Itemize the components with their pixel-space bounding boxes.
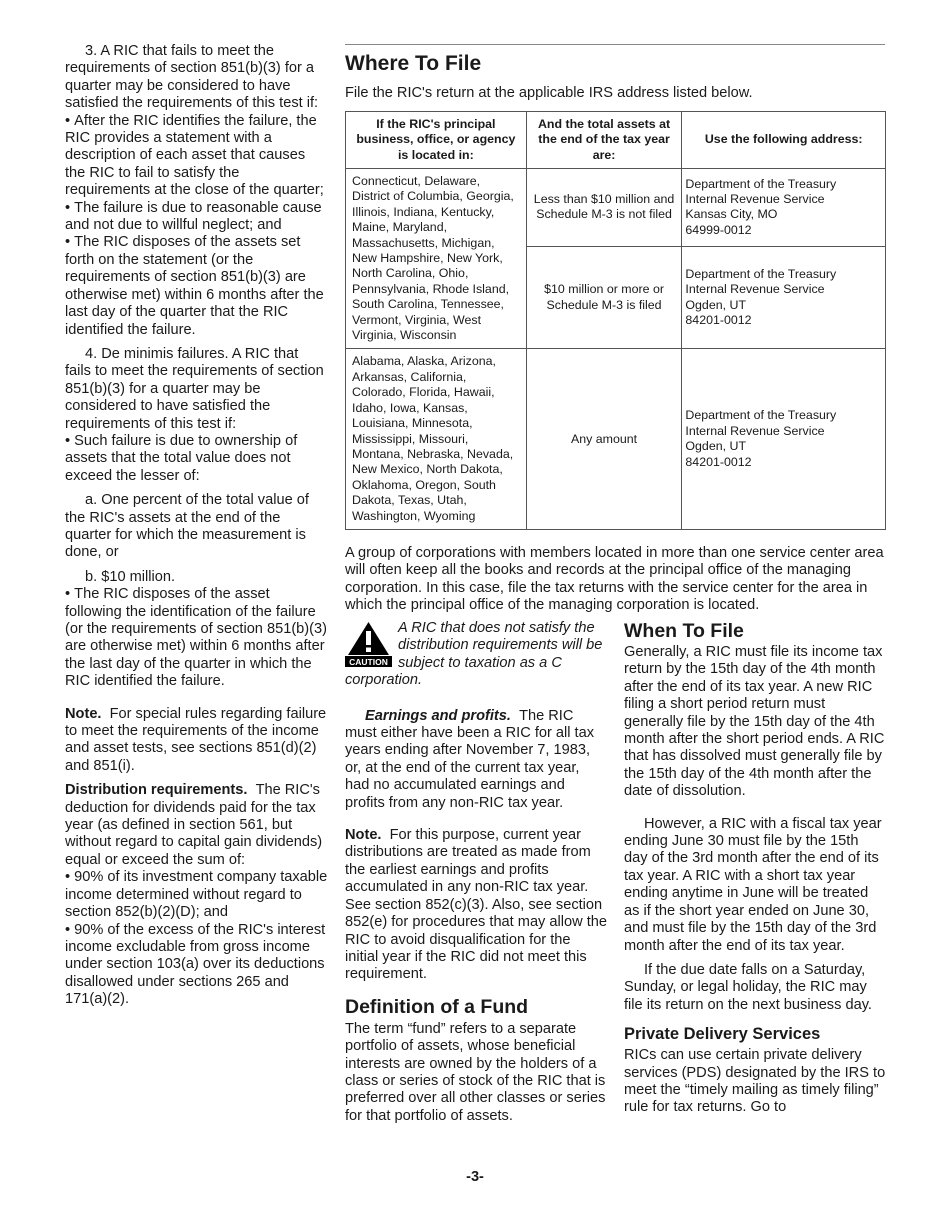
address-line: Internal Revenue Service (685, 282, 825, 297)
left-column (65, 43, 328, 1009)
caution-icon (345, 621, 392, 667)
right-column (624, 620, 886, 1117)
paragraph: b. $10 million. (85, 568, 176, 585)
section-rule (345, 44, 885, 45)
address-line: Department of the Treasury (685, 408, 837, 423)
caution-note (345, 620, 607, 690)
note-label: Note. (65, 705, 102, 722)
fund-heading: Definition of a Fund (345, 995, 529, 1018)
distribution-paragraph (65, 782, 328, 869)
bullet-item: • After the RIC identifies the failure, the RIC provides a statement with a description of each asset that causes the RIC to fail to satisfy the requirements at the close of the quarter; (65, 113, 328, 200)
note-paragraph (345, 827, 607, 984)
address-line: Internal Revenue Service (685, 423, 825, 438)
bullet-item: • 90% of its investment company taxable income determined without regard to section 852(b)(2)(D); and (65, 869, 328, 921)
table-row (346, 349, 886, 529)
address-line: Department of the Treasury (685, 266, 837, 281)
middle-column (345, 620, 607, 1125)
assets-cell: $10 million or more or Schedule M-3 is filed (526, 246, 682, 349)
paragraph: Generally, a RIC must file its income tax return by the 15th day of the 4th month after the end of its tax year. A new RIC filing a short period return must generally file by the 15th day of the 4th month after the short period ends. A RIC that has dissolved must generally file by the 15th day of the 4th month after the date of dissolution. (624, 644, 885, 800)
caution-text: A RIC that does not satisfy the distribution requirements will be subject to taxation as a C corporation. (345, 620, 603, 689)
address-line: Kansas City, MO (685, 207, 778, 222)
paragraph: a. One percent of the total value of the RIC's assets at the end of the quarter for which the measurement is done, or (65, 492, 309, 561)
address-cell (682, 246, 886, 349)
address-cell (682, 169, 886, 247)
note-label: Note. (345, 827, 382, 844)
bullet-item: • 90% of the excess of the RIC's interest income excludable from gross income under section 103(a) over its deductions disallowed under sections 265 and 171(a)(2). (65, 922, 328, 1009)
bullet-item: • The RIC disposes of the assets set forth on the statement (or the requirements of section 851(b)(3) are otherwise met) within 6 months after the last day of the quarter that the RIC identified the failure. (65, 234, 328, 338)
table-header: If the RIC's principal business, office, or agency is located in: (346, 112, 527, 169)
states-cell: Alabama, Alaska, Arizona, Arkansas, California, Colorado, Florida, Hawaii, Idaho, Iowa, Kansas, Louisiana, Minnesota, Mississippi, Missouri, Montana, Nebraska, Nevada, New Mexico, North Dakota, Oklahoma, Oregon, South Dakota, Texas, Utah, Washington, Wyoming (346, 349, 527, 529)
pds-heading: Private Delivery Services (624, 1025, 821, 1044)
bullet-item: • The RIC disposes of the asset following the identification of the failure (or the requirements of section 851(b)(3) are otherwise met) within 6 months after the last day of the quarter in which the RIC identified the failure. (65, 586, 328, 690)
paragraph: However, a RIC with a fiscal tax year ending June 30 must file by the 15th day of the 3rd month after the end of its tax year. A RIC with a short tax year ending anytime in June will be treated as if the short year ended on June 30, and must file by the 15th day of the 3rd month after the end of its tax year. (624, 815, 882, 954)
filing-address-table (345, 111, 886, 530)
earnings-text: The RIC must either have been a RIC for all tax years ending after November 7, 1983, or, at the end of the current tax year, had no accumulated earnings and profits from any non-RIC tax year. (345, 707, 595, 811)
address-line: 84201-0012 (685, 454, 752, 469)
bullet-item: • The failure is due to reasonable cause and not due to willful neglect; and (65, 200, 328, 235)
paragraph: 3. A RIC that fails to meet the requirements of section 851(b)(3) for a quarter may be considered to have satisfied the requirements of this test if: (65, 43, 319, 112)
earnings-paragraph (345, 708, 607, 812)
page-number: -3- (466, 1169, 484, 1185)
group-corporations-paragraph: A group of corporations with members located in more than one service center area will often keep all the books and records at the principal office of the managing corporation. In this case, file the tax returns with the service center for the area in which the principal office of the managing corporation is located. (345, 545, 884, 614)
distribution-label: Distribution requirements. (65, 782, 248, 799)
table-header-row (346, 112, 886, 169)
paragraph: If the due date falls on a Saturday, Sunday, or legal holiday, the RIC may file its return on the next business day. (624, 961, 872, 1013)
assets-cell: Less than $10 million and Schedule M-3 is not filed (526, 169, 682, 247)
states-cell: Connecticut, Delaware, District of Columbia, Georgia, Illinois, Indiana, Kentucky, Maine, Maryland, Massachusetts, Michigan, New Hampshire, New York, North Carolina, Ohio, Pennsylvania, Rhode Island, South Carolina, Tennessee, Vermont, Virginia, West Virginia, Wisconsin (346, 169, 527, 349)
address-line: Ogden, UT (685, 439, 747, 454)
fund-paragraph: The term “fund” refers to a separate portfolio of assets, whose beneficial interests are owned by the holders of a class or series of stock of the RIC that is preferred over all other classes or series for that portfolio of assets. (345, 1020, 606, 1124)
assets-cell: Any amount (526, 349, 682, 529)
note-paragraph (65, 706, 328, 776)
where-to-file-heading: Where To File (345, 52, 482, 75)
note-text: For special rules regarding failure to meet the requirements of the income and asset tests, see sections 851(d)(2) and 851(i). (65, 705, 327, 774)
when-to-file-heading: When To File (624, 620, 744, 642)
pds-paragraph: RICs can use certain private delivery services (PDS) designated by the IRS to meet the “timely mailing as timely filing” rule for tax returns. Go to (624, 1047, 886, 1116)
address-line: Department of the Treasury (685, 176, 837, 191)
table-header: And the total assets at the end of the tax year are: (526, 112, 682, 169)
table-row (346, 169, 886, 247)
bullet-item: • Such failure is due to ownership of assets that the total value does not exceed the lesser of: (65, 433, 328, 485)
paragraph: 4. De minimis failures. A RIC that fails to meet the requirements of section 851(b)(3) for a quarter may be considered to have satisfied the requirements of this test if: (65, 345, 324, 432)
distribution-text: The RIC's deduction for dividends paid for the tax year (as defined in section 561, but without regard to capital gain dividends) equal or exceed the sum of: (65, 782, 323, 868)
address-line: 64999-0012 (685, 222, 752, 237)
table-header: Use the following address: (682, 112, 886, 169)
address-line: Ogden, UT (685, 297, 747, 312)
note-text: For this purpose, current year distributions are treated as made from the earliest earnings and profits accumulated in any non-RIC tax year. See section 852(c)(3). Also, see section 852(e) for procedures that may allow the RIC to avoid disqualification for the initial year if the RIC did not meet this requirement. (345, 827, 608, 983)
address-line: Internal Revenue Service (685, 192, 825, 207)
address-cell (682, 349, 886, 529)
earnings-label: Earnings and profits. (365, 707, 511, 724)
address-line: 84201-0012 (685, 313, 752, 328)
caution-icon-label: CAUTION (349, 657, 388, 667)
where-to-file-intro: File the RIC's return at the applicable IRS address listed below. (345, 85, 753, 101)
